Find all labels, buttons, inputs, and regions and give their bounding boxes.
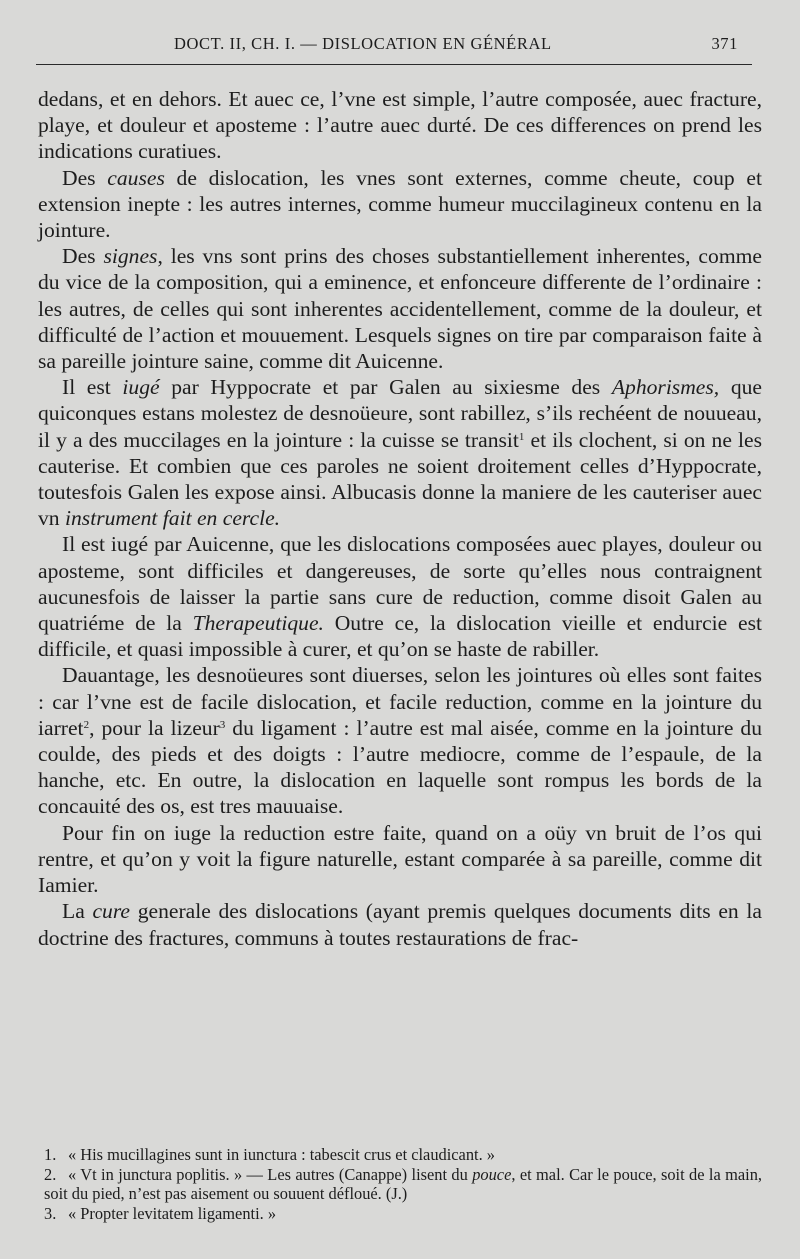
main-text (38, 86, 762, 951)
text-run: generale des dislocations (ayant premis quelques documents dits en la doctrine des fractures, communs à toutes restaurations de frac- (38, 899, 762, 950)
text-run: Outre ce, la dislocation vieille et endurcie est difficile, et quasi impossible à curer, et qu’on se haste de rabiller. (38, 611, 762, 662)
paragraph-causes (38, 165, 762, 244)
text-run: et ils clochent, si on ne les cauterise. Et combien que ces paroles ne soient droitement celles d’Hyppocrate, toutesfois Galen les expose ainsi. Albucasis donne la maniere de les cauteriser auec vn (38, 427, 762, 531)
footnote-1 (44, 1145, 762, 1165)
text-run: du ligament : l’autre est mal aisée, comme en la jointure du coulde, des pieds et des doigts : l’autre mediocre, comme de l’espaule, de la hanche, etc. En outre, la dislocation en laquelle sont rompus les bords de la concauité des os, est tres mauuaise. (38, 715, 763, 819)
text-run: Des (62, 244, 104, 269)
paragraph-dauantage (38, 662, 762, 819)
text-run: par Hyppocrate et par Galen au sixiesme des (159, 375, 612, 400)
paragraph-auicenne (38, 531, 762, 662)
text-run: Dauantage, les desnoüeures sont diuerses, selon les jointures où elles sont faites : car l’vne est de facile dislocation, et facile reduction, comme en la jointure du iarret (38, 663, 762, 740)
footnote-number: 1. (44, 1145, 57, 1164)
italic-term: signes (103, 244, 158, 269)
italic-term: instrument fait en cercle. (65, 506, 281, 531)
footnote-number: 3. (44, 1203, 57, 1223)
text-run: que quiconques estans molestez de desnoüeure, sont rabillez, s’ils rechéent de nouueau, il y a des muccilages en la jointure : la cuisse se transit (38, 375, 762, 452)
footnote-text: « Vt in junctura poplitis. » — Les autres (Canappe) lisent du (68, 1164, 473, 1184)
page-number: 371 (711, 34, 738, 53)
footnote-ref: 2 (83, 718, 90, 731)
footnotes (44, 1145, 762, 1223)
text-run: , pour la lizeur (89, 715, 220, 740)
text-run: Pour fin on iuge la reduction estre faite, quand on a oüy vn bruit de l’os qui rentre, et qu’on y voit la figure naturelle, estant comparée à sa pareille, comme dit Iamier. (38, 820, 762, 898)
footnote-2 (44, 1165, 762, 1204)
footnote-text: « Propter levitatem ligamenti. » (68, 1203, 277, 1223)
italic-title: Aphorismes, (611, 375, 720, 400)
italic-title: Therapeutique. (192, 611, 324, 636)
text-run: Il est (62, 375, 123, 400)
text-run: dedans, et en dehors. Et auec ce, l’vne est simple, l’autre composée, auec fracture, playe, et douleur et aposteme : l’autre auec durté. De ces differences on prend les indications curatiues. (38, 87, 762, 164)
text-run: de dislocation, les vnes sont externes, comme cheute, coup et extension inepte : les autres internes, comme humeur muccilagineux contenu en la jointure. (38, 165, 763, 243)
paragraph-signes (38, 243, 762, 374)
paragraph-iuge (38, 374, 762, 531)
italic-term: pouce (472, 1164, 512, 1184)
italic-term: cure (92, 899, 131, 924)
footnote-ref: 3 (219, 718, 226, 731)
running-head (40, 34, 738, 62)
header-rule (36, 64, 752, 65)
footnote-ref: 1 (518, 430, 525, 443)
footnote-number: 2. (44, 1164, 57, 1184)
paragraph-cure (38, 898, 762, 950)
text-run: Des (62, 165, 108, 190)
footnote-text: « His mucillagines sunt in iunctura : tabescit crus et claudicant. » (68, 1145, 495, 1164)
footnote-text: , et mal. Car le pouce, soit de la main, soit du pied, n’est pas aisement ou souuent défloué. (J.) (44, 1164, 762, 1204)
running-title: DOCT. II, CH. I. — DISLOCATION EN GÉNÉRAL (174, 34, 552, 53)
text-run: , les vns sont prins des choses substantiellement inherentes, comme du vice de la composition, qui a eminence, et enfonceure differente de l’ordinaire : les autres, de celles qui sont inherentes accidentellement, comme de la douleur, et difficulté de l’action et mouuement. Lesquels signes on tire par comparaison faite à sa pareille jointure saine, comme dit Auicenne. (38, 244, 762, 374)
paragraph (38, 86, 762, 165)
italic-term: causes (107, 165, 165, 190)
italic-term: iugé (122, 375, 160, 400)
text-run: La (62, 899, 93, 924)
footnote-3 (44, 1204, 762, 1224)
paragraph-reduction (38, 820, 762, 899)
text-run: Il est iugé par Auicenne, que les dislocations composées auec playes, douleur ou aposteme, sont difficiles et dangereuses, de sorte qu’elles nous contraignent aucunesfois de laisser la partie sans cure de reduction, comme disoit Galen au quatriéme de la (38, 532, 762, 636)
